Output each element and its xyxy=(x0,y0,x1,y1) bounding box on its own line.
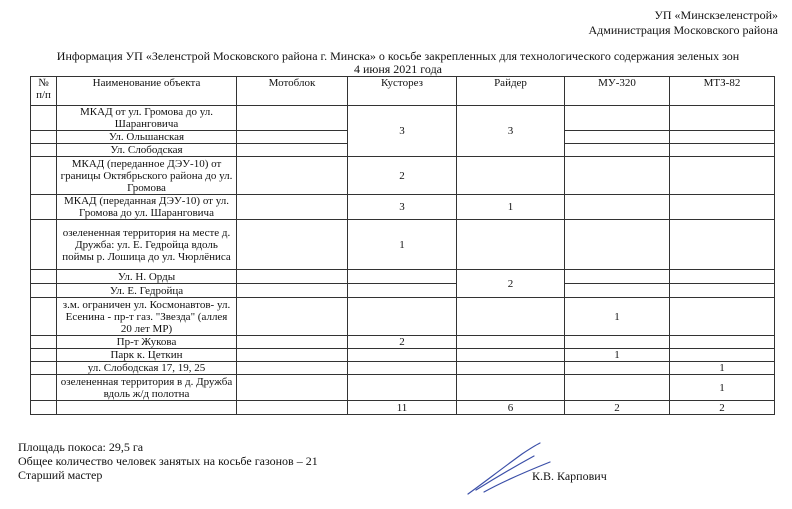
table-row xyxy=(31,375,775,401)
value-cell: 1 xyxy=(565,349,670,362)
table-row xyxy=(31,284,775,298)
table-row xyxy=(31,349,775,362)
object-cell: МКАД (переданное ДЭУ-10) от границы Октябрьского района до ул. Громова xyxy=(57,157,237,195)
object-cell: Ул. Е. Гедройца xyxy=(57,284,237,298)
document-footer xyxy=(18,440,318,482)
table-row xyxy=(31,157,775,195)
org-name: УП «Минскзеленстрой» xyxy=(654,8,778,22)
mowing-area: Площадь покоса: 29,5 га xyxy=(18,440,144,454)
table-header-row xyxy=(31,77,775,106)
header-motoblok: Мотоблок xyxy=(237,77,348,106)
object-cell: Ул. Слободская xyxy=(57,144,237,157)
total-kustorez: 11 xyxy=(348,401,457,415)
object-cell: Ул. Н. Орды xyxy=(57,270,237,284)
title-line-1: Информация УП «Зеленстрой Московского района г. Минска» о косьбе закрепленных для технологического содержания зеленых зон xyxy=(56,49,740,63)
object-cell: Парк к. Цеткин xyxy=(57,349,237,362)
people-count: Общее количество человек занятых на косьбе газонов – 21 xyxy=(18,454,318,468)
value-cell: 1 xyxy=(565,298,670,336)
value-cell: 1 xyxy=(670,375,775,401)
admin-name: Администрация Московского района xyxy=(588,23,778,37)
value-cell: 2 xyxy=(348,157,457,195)
header-mu320: МУ-320 xyxy=(565,77,670,106)
object-cell: з.м. ограничен ул. Космонавтов- ул. Есенина - пр-т газ. "Звезда" (аллея 20 лет МР) xyxy=(57,298,237,336)
total-mtz82: 2 xyxy=(670,401,775,415)
header-mtz82: МТЗ-82 xyxy=(670,77,775,106)
mowing-table xyxy=(30,76,775,415)
header-rider: Райдер xyxy=(457,77,565,106)
value-cell: 3 xyxy=(348,106,457,157)
table-row xyxy=(31,362,775,375)
object-cell: Ул. Ольшанская xyxy=(57,131,237,144)
table-row xyxy=(31,195,775,220)
total-mu320: 2 xyxy=(565,401,670,415)
table-row xyxy=(31,270,775,284)
value-cell: 1 xyxy=(457,195,565,220)
value-cell: 3 xyxy=(348,195,457,220)
object-cell: озелененная территория в д. Дружба вдоль ж/д полотна xyxy=(57,375,237,401)
value-cell: 2 xyxy=(457,270,565,298)
value-cell: 1 xyxy=(348,220,457,270)
object-cell: ул. Слободская 17, 19, 25 xyxy=(57,362,237,375)
total-rider: 6 xyxy=(457,401,565,415)
totals-row xyxy=(31,401,775,415)
object-cell: Пр-т Жукова xyxy=(57,336,237,349)
value-cell: 2 xyxy=(348,336,457,349)
header-object: Наименование объекта xyxy=(57,77,237,106)
object-cell: МКАД (переданная ДЭУ-10) от ул. Громова до ул. Шаранговича xyxy=(57,195,237,220)
value-cell: 1 xyxy=(670,362,775,375)
table-row xyxy=(31,220,775,270)
table-row xyxy=(31,336,775,349)
value-cell: 3 xyxy=(457,106,565,157)
header-kustorez: Кусторез xyxy=(348,77,457,106)
signer-name: К.В. Карпович xyxy=(532,469,607,483)
table-row xyxy=(31,106,775,131)
object-cell: озелененная территория на месте д. Дружба: ул. Е. Гедройца вдоль поймы р. Лошица до ул. Чюрлёниса xyxy=(57,220,237,270)
document-title xyxy=(18,50,778,76)
object-cell: МКАД от ул. Громова до ул. Шаранговича xyxy=(57,106,237,131)
signer-position: Старший мастер xyxy=(18,468,103,482)
table-row xyxy=(31,298,775,336)
header-num: № п/п xyxy=(31,77,57,106)
document-header xyxy=(588,8,778,38)
title-date: 4 июня 2021 года xyxy=(353,62,443,76)
